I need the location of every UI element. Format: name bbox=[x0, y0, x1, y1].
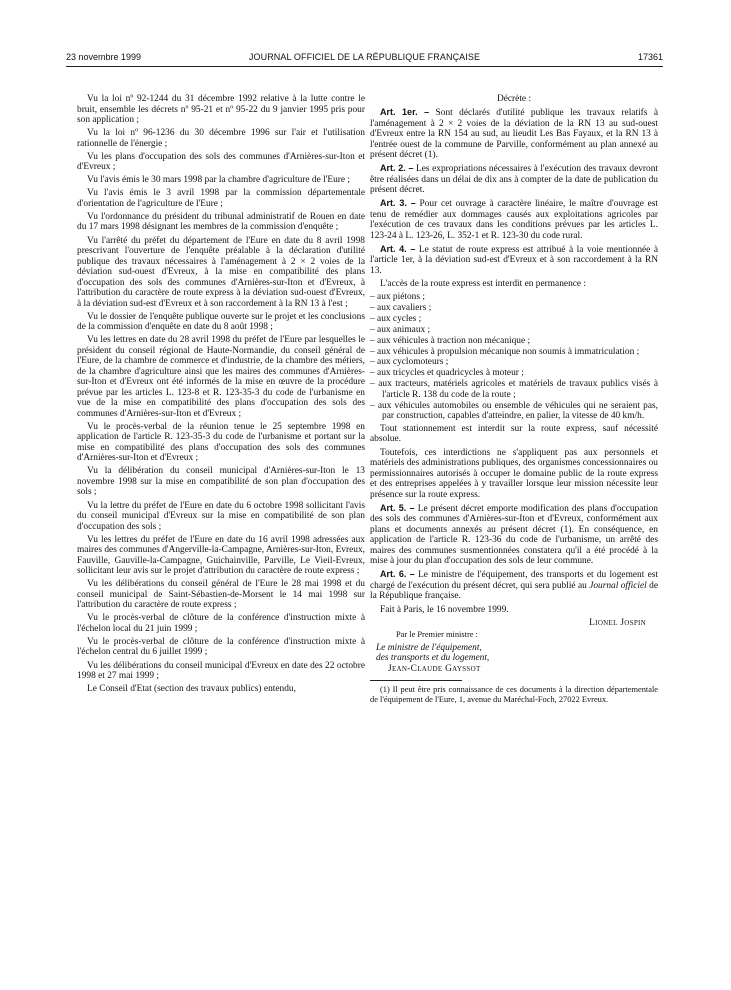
article-5-label: Art. 5. – bbox=[380, 502, 415, 513]
article-1 bbox=[370, 107, 658, 161]
article-4-text: Le statut de route express est attribué à la voie mentionnée à l'article 1er, à la déviation sud-est d'Evreux et à son raccordement à la RN 13. bbox=[370, 244, 659, 276]
article-2 bbox=[370, 163, 658, 196]
list-item: – aux piétons ; bbox=[370, 292, 425, 303]
visa-paragraph: Vu le procès-verbal de clôture de la conférence d'instruction mixte à l'échelon central du 6 juillet 1999 ; bbox=[77, 636, 365, 658]
list-item: – aux tricycles et quadricycles à moteur ; bbox=[370, 368, 524, 379]
page-header bbox=[66, 52, 663, 66]
article-3-label: Art. 3. – bbox=[380, 198, 416, 209]
left-column bbox=[77, 94, 365, 697]
visa-paragraph: Vu le dossier de l'enquête publique ouverte sur le projet et les conclusions de la commission d'enquête en date du 8 août 1998 ; bbox=[77, 311, 365, 333]
footnote: (1) Il peut être pris connaissance de ces documents à la direction départementale de l'équipement de l'Eure, 1, avenue du Maréchal-Foch, 27022 Evreux. bbox=[370, 685, 658, 704]
article-5 bbox=[370, 503, 658, 567]
list-item: – aux véhicules à propulsion mécanique non soumis à immatriculation ; bbox=[370, 346, 640, 357]
article-6-text-end: de la République française. bbox=[370, 580, 658, 602]
by-order-line: Par le Premier ministre : bbox=[396, 630, 478, 640]
visa-paragraph: Le Conseil d'Etat (section des travaux publics) entendu, bbox=[87, 684, 296, 695]
article-6-journal-italic: Journal officiel bbox=[589, 580, 647, 591]
list-item: – aux animaux ; bbox=[370, 324, 431, 335]
list-item: – aux cycles ; bbox=[370, 313, 422, 324]
visa-paragraph: Vu la délibération du conseil municipal d'Arnières-sur-Iton le 13 novembre 1998 sur la mise en compatibilité de son plan d'occupation des sols ; bbox=[77, 466, 365, 498]
list-item: – aux tracteurs, matériels agricoles et matériels de travaux publics visés à l'article R. 138 du code de la route ; bbox=[370, 379, 658, 400]
visa-paragraph: Vu les délibérations du conseil général de l'Eure le 28 mai 1998 et du conseil municipal de Saint-Sébastien-de-Morsent le 14 mai 1998 sur l'attribution du caractère de route express ; bbox=[77, 579, 365, 611]
place-date: Fait à Paris, le 16 novembre 1999. bbox=[380, 604, 509, 615]
list-item: – aux véhicules automobiles ou ensemble de véhicules qui ne seraient pas, par construction, capables d'atteindre, en palier, la vitesse de 40 km/h. bbox=[370, 400, 658, 422]
article-5-text: Le présent décret emporte modification des plans d'occupation des sols des communes d'Arnières-sur-Iton et d'Evreux, conformément aux plans et documents annexés au présent décret (1). En conséquence, en application de l'article R. 123-36 du code de l'urbanisme, un arrêté des maires des communes susmentionnées constatera qu'il a été procédé à la mise à jour du plan d'occupation des sols de leur commune. bbox=[370, 503, 658, 567]
visa-paragraph: Vu l'ordonnance du président du tribunal administratif de Rouen en date du 17 mars 1998 désignant les membres de la commission d'enquête ; bbox=[77, 211, 365, 233]
access-intro: L'accès de la route express est interdit en permanence : bbox=[380, 278, 587, 289]
right-column bbox=[370, 94, 658, 707]
article-3-text: Pour cet ouvrage à caractère linéaire, le maître d'ouvrage est tenu de remédier aux dommages causés aux exploitations agricoles par l'exécution de ces travaux dans les conditions prévues par les articles L. 123-24 à L. 123-26, L. 352-1 et R. 123-30 du code rural. bbox=[370, 199, 658, 241]
header-journal-title: JOURNAL OFFICIEL DE LA RÉPUBLIQUE FRANÇAISE bbox=[248, 52, 481, 62]
article-6-label: Art. 6. – bbox=[380, 569, 415, 580]
list-item: – aux cyclomoteurs ; bbox=[370, 357, 449, 368]
header-date: 23 novembre 1999 bbox=[66, 52, 142, 62]
signatory-name: Lionel Jospin bbox=[589, 617, 646, 628]
visa-paragraph: Vu l'arrêté du préfet du département de l'Eure en date du 8 avril 1998 prescrivant l'ouverture de l'enquête préalable à la déclaration d'utilité publique des travaux nécessaires à l'aménagement à 2 × 2 voies de la déviation sud-ouest d'Evreux, à la mise en compatibilité des plans d'occupation des sols des communes d'Arnières-sur-Iton et d'Evreux, à l'attribution du caractère de route express à la déviation sud-ouest d'Evreux, à la déviation sud-est d'Evreux et à son raccordement à la RN 13 à l'est ; bbox=[77, 235, 365, 309]
toutefois-paragraph: Toutefois, ces interdictions ne s'appliquent pas aux personnels et matériels des administrations publiques, des organismes concessionnaires ou permissionnaires autorisés à occuper le domaine public de la route express et des entreprises appelées à y travailler lorsque leur mission nécessite leur présence sur la route express. bbox=[370, 447, 658, 500]
article-3 bbox=[370, 198, 658, 241]
article-1-text: Sont déclarés d'utilité publique les travaux relatifs à l'aménagement à 2 × 2 voies de la déviation de la RN 13 au sud-ouest d'Evreux entre la RN 154 au sud, au lieudit Les Bas Fayaux, et la RN 13 à l'entrée ouest de la commune de Parville, conformément au plan annexé au présent décret (1). bbox=[370, 108, 659, 161]
visa-paragraph: Vu le procès-verbal de la réunion tenue le 25 septembre 1998 en application de l'article R. 123-35-3 du code de l'urbanisme et portant sur la mise en compatibilité des plans d'occupation des sols des communes d'Arnières-sur-Iton et d'Evreux ; bbox=[77, 421, 365, 464]
minister-title-line-1: Le ministre de l'équipement, bbox=[376, 642, 482, 653]
visa-paragraph: Vu l'avis émis le 30 mars 1998 par la chambre d'agriculture de l'Eure ; bbox=[87, 175, 351, 186]
article-4 bbox=[370, 244, 658, 277]
visa-paragraph: Vu la loi nº 96-1236 du 30 décembre 1996 sur l'air et l'utilisation rationnelle de l'énergie ; bbox=[77, 128, 365, 149]
decrete-heading: Décrète : bbox=[496, 94, 532, 104]
visa-paragraph: Vu l'avis émis le 3 avril 1998 par la commission départementale d'orientation de l'agriculture de l'Eure ; bbox=[77, 188, 365, 209]
signature-block bbox=[370, 605, 658, 675]
header-page-number: 17361 bbox=[637, 52, 663, 62]
article-1-label: Art. 1er. – bbox=[380, 107, 430, 118]
article-2-label: Art. 2. – bbox=[380, 163, 414, 174]
stationnement-paragraph: Tout stationnement est interdit sur la route express, sauf nécessité absolue. bbox=[370, 423, 658, 445]
article-2-text: Les expropriations nécessaires à l'exécution des travaux devront être réalisées dans un délai de dix ans à compter de la date de publication du présent décret. bbox=[370, 164, 659, 196]
visa-paragraph: Vu les lettres du préfet de l'Eure en date du 16 avril 1998 adressées aux maires des communes d'Angerville-la-Campagne, Arnières-sur-Iton, Evreux, Fauville, Gauville-la-Campagne, Guichainville, Parville, Le Vieil-Evreux, sollicitant leur avis sur le projet d'attribution du caractère de route express ; bbox=[77, 534, 365, 577]
minister-name: Jean-Claude Gayssot bbox=[388, 663, 481, 674]
access-list bbox=[370, 292, 658, 422]
list-item: – aux véhicules à traction non mécanique ; bbox=[370, 335, 531, 346]
visa-paragraph: Vu le procès-verbal de clôture de la conférence d'instruction mixte à l'échelon local du 21 juin 1999 ; bbox=[77, 613, 365, 634]
header-rule bbox=[66, 66, 663, 67]
list-item: – aux cavaliers ; bbox=[370, 302, 432, 313]
visa-paragraph: Vu la lettre du préfet de l'Eure en date du 6 octobre 1998 sollicitant l'avis du conseil municipal d'Evreux sur la mise en compatibilité de son plan d'occupation des sols ; bbox=[77, 500, 365, 532]
visa-paragraph: Vu les lettres en date du 28 avril 1998 du préfet de l'Eure par lesquelles le président du conseil régional de Haute-Normandie, du conseil général de l'Eure, de la chambre de commerce et d'industrie, de la chambre des métiers, de la chambre d'agriculture ainsi que les maires des communes d'Arnières-sur-Iton et d'Evreux ont été informés de la mise en œuvre de la procédure prévue par les articles L. 123-8 et R. 123-35-3 du code de l'urbanisme en vue de la mise en compatibilité des plans d'occupation des sols des communes d'Arnières-sur-Iton et d'Evreux ; bbox=[77, 335, 365, 419]
visa-paragraph: Vu les délibérations du conseil municipal d'Evreux en date des 22 octobre 1998 et 27 mai 1999 ; bbox=[77, 660, 365, 681]
article-4-label: Art. 4. – bbox=[380, 243, 416, 254]
minister-title-line-2: des transports et du logement, bbox=[376, 653, 490, 664]
visa-paragraph: Vu les plans d'occupation des sols des communes d'Arnières-sur-Iton et d'Evreux ; bbox=[77, 151, 365, 173]
visa-paragraph: Vu la loi nº 92-1244 du 31 décembre 1992 relative à la lutte contre le bruit, ensemble les décrets nº 95-21 et nº 95-22 du 9 janvier 1995 pris pour son application ; bbox=[77, 94, 365, 125]
footnote-rule bbox=[370, 680, 462, 681]
article-6 bbox=[370, 569, 658, 602]
article-6-text: Le ministre de l'équipement, des transports et du logement est chargé de l'exécution du présent décret, qui sera publié au bbox=[370, 570, 658, 591]
